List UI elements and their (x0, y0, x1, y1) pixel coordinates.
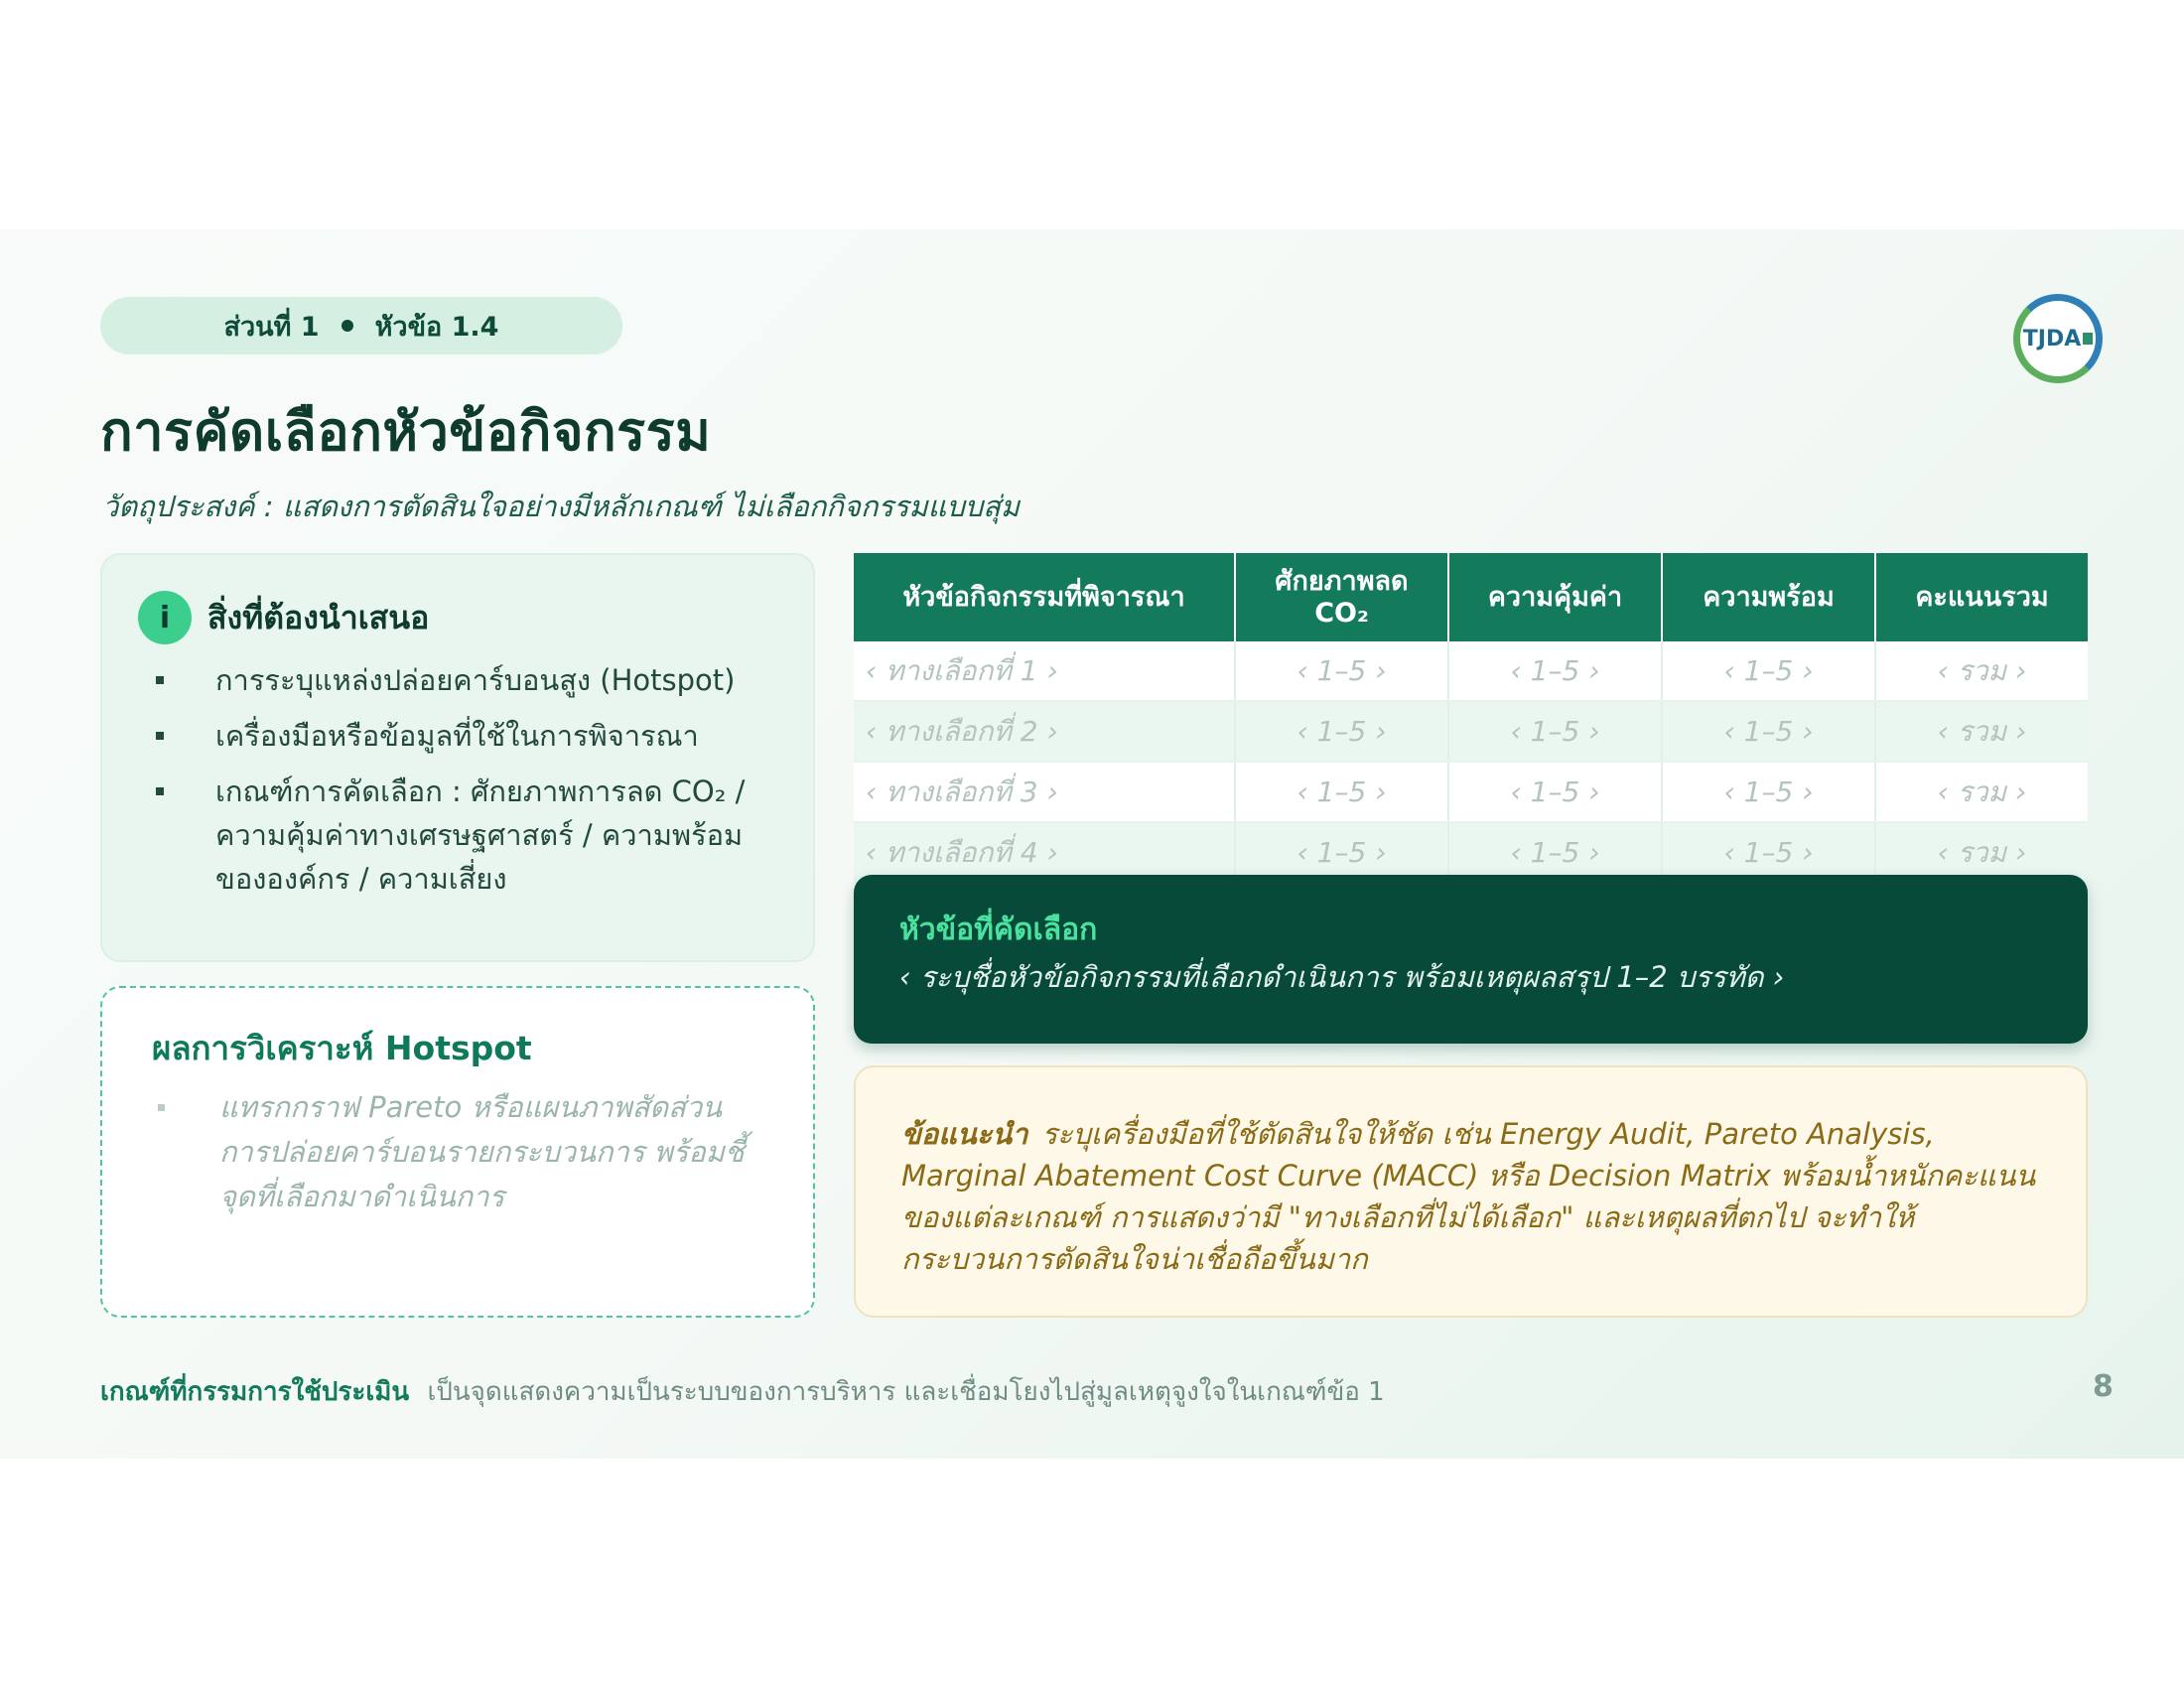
selected-topic-label: หัวข้อที่คัดเลือก (899, 913, 1098, 947)
col-header-readiness: ความพร้อม (1662, 553, 1875, 641)
table-cell[interactable]: ‹ 1–5 › (1235, 641, 1448, 701)
table-cell[interactable]: ‹ 1–5 › (1235, 701, 1448, 762)
present-list (152, 658, 777, 913)
hotspot-list (152, 1085, 767, 1219)
house-icon (2083, 333, 2093, 345)
section-pill (100, 297, 622, 354)
footer-label: เกณฑ์ที่กรรมการใช้ประเมิน (100, 1377, 410, 1407)
table-cell[interactable]: ‹ 1–5 › (1235, 822, 1448, 883)
table-row (854, 701, 2088, 762)
table-cell[interactable]: ‹ 1–5 › (1448, 762, 1662, 822)
table-cell[interactable]: ‹ 1–5 › (1662, 822, 1875, 883)
footer-note (100, 1371, 1385, 1412)
table-row (854, 641, 2088, 701)
tip-label: ข้อแนะนำ (901, 1117, 1028, 1151)
table-cell[interactable]: ‹ ทางเลือกที่ 3 › (854, 762, 1235, 822)
col-header-co2: ศักยภาพลด CO₂ (1235, 553, 1448, 641)
table-cell[interactable]: ‹ 1–5 › (1662, 762, 1875, 822)
tip-box (854, 1065, 2088, 1318)
col-header-total: คะแนนรวม (1875, 553, 2088, 641)
selected-topic-box (854, 875, 2088, 1044)
page-title: การคัดเลือกหัวข้อกิจกรรม (100, 400, 712, 463)
topic-label: หัวข้อ 1.4 (374, 311, 499, 343)
table-cell[interactable]: ‹ รวม › (1875, 822, 2088, 883)
table-cell[interactable]: ‹ 1–5 › (1662, 701, 1875, 762)
table-cell[interactable]: ‹ ทางเลือกที่ 4 › (854, 822, 1235, 883)
table-cell[interactable]: ‹ 1–5 › (1448, 822, 1662, 883)
table-cell[interactable]: ‹ 1–5 › (1662, 641, 1875, 701)
section-label: ส่วนที่ 1 (223, 311, 320, 343)
logo-text: TJDA (2022, 326, 2082, 352)
table-row (854, 822, 2088, 883)
footer-text: เป็นจุดแสดงความเป็นระบบของการบริหาร และเชื่อมโยงไปสู่มูลเหตุจูงใจในเกณฑ์ข้อ 1 (427, 1377, 1385, 1407)
tip-text: ระบุเครื่องมือที่ใช้ตัดสินใจให้ชัด เช่น Energy Audit, Pareto Analysis, Marginal Abatement Cost Curve (MACC) หรือ Decision Matrix พร้อมน้ำหนักคะแนนของแต่ละเกณฑ์ การแสดงว่ามี "ทางเลือกที่ไม่ได้เลือก" และเหตุผลที่ตกไป จะทำให้กระบวนการตัดสินใจน่าเชื่อถือขึ้นมาก (901, 1117, 2036, 1276)
table-cell[interactable]: ‹ รวม › (1875, 701, 2088, 762)
info-icon: i (138, 591, 192, 644)
present-card-title: สิ่งที่ต้องนำเสนอ (207, 598, 430, 636)
list-item: การระบุแหล่งปล่อยคาร์บอนสูง (Hotspot) (152, 658, 777, 702)
hotspot-card[interactable] (100, 986, 815, 1318)
table-cell[interactable]: ‹ 1–5 › (1448, 641, 1662, 701)
present-card-header (138, 591, 429, 644)
criteria-table (854, 553, 2088, 884)
tjda-logo (2013, 294, 2103, 383)
list-item: เครื่องมือหรือข้อมูลที่ใช้ในการพิจารณา (152, 714, 777, 758)
table-cell[interactable]: ‹ รวม › (1875, 762, 2088, 822)
table-cell[interactable]: ‹ รวม › (1875, 641, 2088, 701)
hotspot-card-title: ผลการวิเคราะห์ Hotspot (152, 1029, 532, 1067)
bullet-dot-icon (341, 320, 353, 332)
table-cell[interactable]: ‹ 1–5 › (1235, 762, 1448, 822)
table-cell[interactable]: ‹ ทางเลือกที่ 1 › (854, 641, 1235, 701)
col-header-value: ความคุ้มค่า (1448, 553, 1662, 641)
table-header-row (854, 553, 2088, 641)
page-subtitle: วัตถุประสงค์ : แสดงการตัดสินใจอย่างมีหลักเกณฑ์ ไม่เลือกกิจกรรมแบบสุ่ม (102, 490, 1020, 523)
selected-topic-placeholder[interactable]: ‹ ระบุชื่อหัวข้อกิจกรรมที่เลือกดำเนินการ พร้อมเหตุผลสรุป 1–2 บรรทัด › (899, 960, 1785, 994)
col-header-topic: หัวข้อกิจกรรมที่พิจารณา (854, 553, 1235, 641)
list-item: แทรกกราฟ Pareto หรือแผนภาพสัดส่วนการปล่อยคาร์บอนรายกระบวนการ พร้อมชี้จุดที่เลือกมาดำเนินการ (152, 1085, 767, 1219)
table-row (854, 762, 2088, 822)
table-cell[interactable]: ‹ 1–5 › (1448, 701, 1662, 762)
list-item: เกณฑ์การคัดเลือก : ศักยภาพการลด CO₂ / ความคุ้มค่าทางเศรษฐศาสตร์ / ความพร้อมขององค์กร / ความเสี่ยง (152, 770, 777, 901)
present-card (100, 553, 815, 962)
page-number: 8 (2093, 1369, 2114, 1404)
table-cell[interactable]: ‹ ทางเลือกที่ 2 › (854, 701, 1235, 762)
slide (0, 229, 2184, 1459)
